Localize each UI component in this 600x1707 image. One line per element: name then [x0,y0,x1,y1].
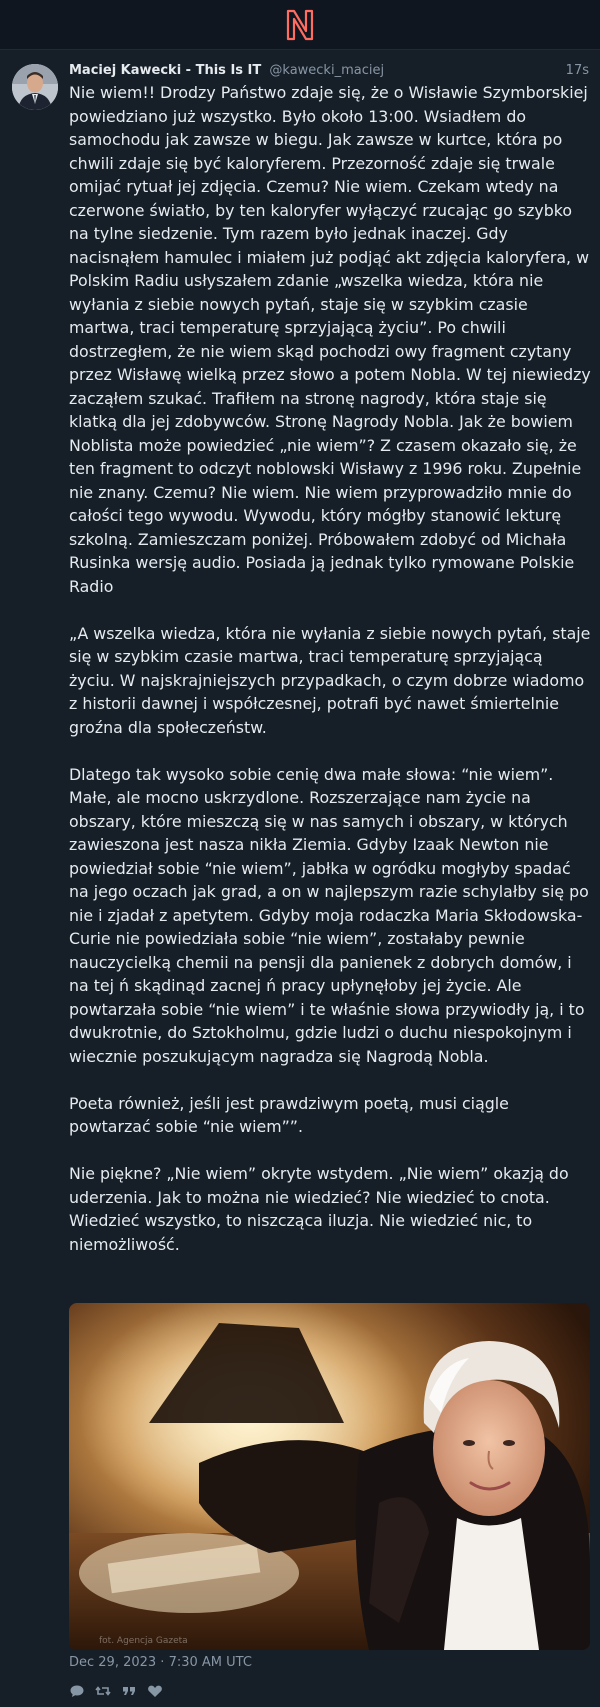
fullname-link[interactable]: Maciej Kawecki - This Is IT [69,63,262,78]
photo-portrait [69,1303,590,1650]
tweet [0,50,600,1707]
tweet-date[interactable]: Dec 29, 2023 · 7:30 AM UTC [69,1655,252,1670]
top-navbar [0,0,600,50]
heart-icon[interactable] [147,1683,163,1699]
image-watermark: fot. Agencja Gazeta [99,1636,188,1646]
quote-icon[interactable] [121,1683,137,1699]
avatar-image [12,64,58,110]
nitter-logo-icon [285,9,315,41]
tweet-header [69,61,589,81]
comment-icon[interactable] [69,1683,85,1699]
tweet-stats [69,1681,163,1701]
tweet-image[interactable] [69,1303,590,1650]
tweet-time-link[interactable]: 17s [565,63,589,78]
username-link[interactable]: @kawecki_maciej [269,63,385,78]
nitter-logo[interactable] [285,9,315,41]
avatar[interactable] [12,64,58,110]
tweet-content: Nie wiem!! Drodzy Państwo zdaje się, że o Wisławie Szymborskiej powiedziano już wszystko. Było około 13:00. Wsiadłem do samochodu jak zawsze w biegu. Jak zawsze w kurtce, która po chwili zdaje się być kaloryferem. Przezorność zdaje się trwale omijać rytuał jej zdjęcia. Czemu? Nie wiem. Czekam wtedy na czerwone światło, by ten kaloryfer wyłączyć rzucając go szybko na tylne siedzenie. Tym razem było jednak inaczej. Gdy nacisnąłem hamulec i miałem już podjąć akt zdjęcia kaloryfera, w Polskim Radiu usłyszałem zdanie „wszelka wiedza, która nie wyłania z siebie nowych pytań, staje się w szybkim czasie martwa, traci temperaturę sprzyjającą życiu”. Po chwili dostrzegłem, że nie wiem skąd pochodzi owy fragment czytany przez Wisławę wielką przez słowo a potem Nobla. W tej niewiedzy zacząłem szukać. Trafiłem na stronę nagrody, która staje się klatką dla jej zdobywców. Stronę Nagrody Nobla. Jak że bowiem Noblista może powiedzieć „nie wiem”? Z czasem okazało się, że ten fragment to odczyt noblowski Wisławy z 1996 roku. Zupełnie nie znany. Czemu? Nie wiem. Nie wiem przyprowadziło mnie do całości tego wywodu. Wywodu, który mógłby stanowić lekturę szkolną. Zamieszczam poniżej. Próbowałem zdobyć od Michała Rusinka wersję audio. Posiada ją jednak tylko rymowane Polskie Radio „A wszelka wiedza, która nie wyłania z siebie nowych pytań, staje się w szybkim czasie martwa, traci temperaturę sprzyjającą życiu. W najskrajniejszych przypadkach, o czym dobrze wiadomo z historii dawnej i współczesnej, potrafi być nawet śmiertelnie groźna dla społeczeństw. Dlatego tak wysoko sobie cenię dwa małe słowa: “nie wiem”. Małe, ale mocno uskrzydlone. Rozszerzające nam życie na obszary, które mieszczą się w nas samych i obszary, w których zawieszona jest nasza nikła Ziemia. Gdyby Izaak Newton nie powiedział sobie “nie wiem”, jabłka w ogródku mogłyby spadać na jego oczach jak grad, a on w najlepszym razie schylałby się po nie i zjadał z apetytem. Gdyby moja rodaczka Maria Skłodowska-Curie nie powiedziała sobie “nie wiem”, zostałaby pewnie nauczycielką chemii na pensji dla panienek z dobrych domów, i na tej ń skądinąd zacnej ń pracy upłynęłoby jej życie. Ale powtarzała sobie “nie wiem” i te właśnie słowa przywiodły ją, i to dwukrotnie, do Sztokholmu, gdzie ludzi o duchu niespokojnym i wiecznie poszukującym nagradza się Nagrodą Nobla. Poeta również, jeśli jest prawdziwym poetą, musi ciągle powtarzać sobie “nie wiem””. Nie piękne? „Nie wiem” okryte wstydem. „Nie wiem” okazją do uderzenia. Jak to można nie wiedzieć? Nie wiedzieć to cnota. Wiedzieć wszystko, to niszcząca iluzja. Nie wiedzieć nic, to niemożliwość. [69,83,591,1254]
retweet-icon[interactable] [95,1683,111,1699]
